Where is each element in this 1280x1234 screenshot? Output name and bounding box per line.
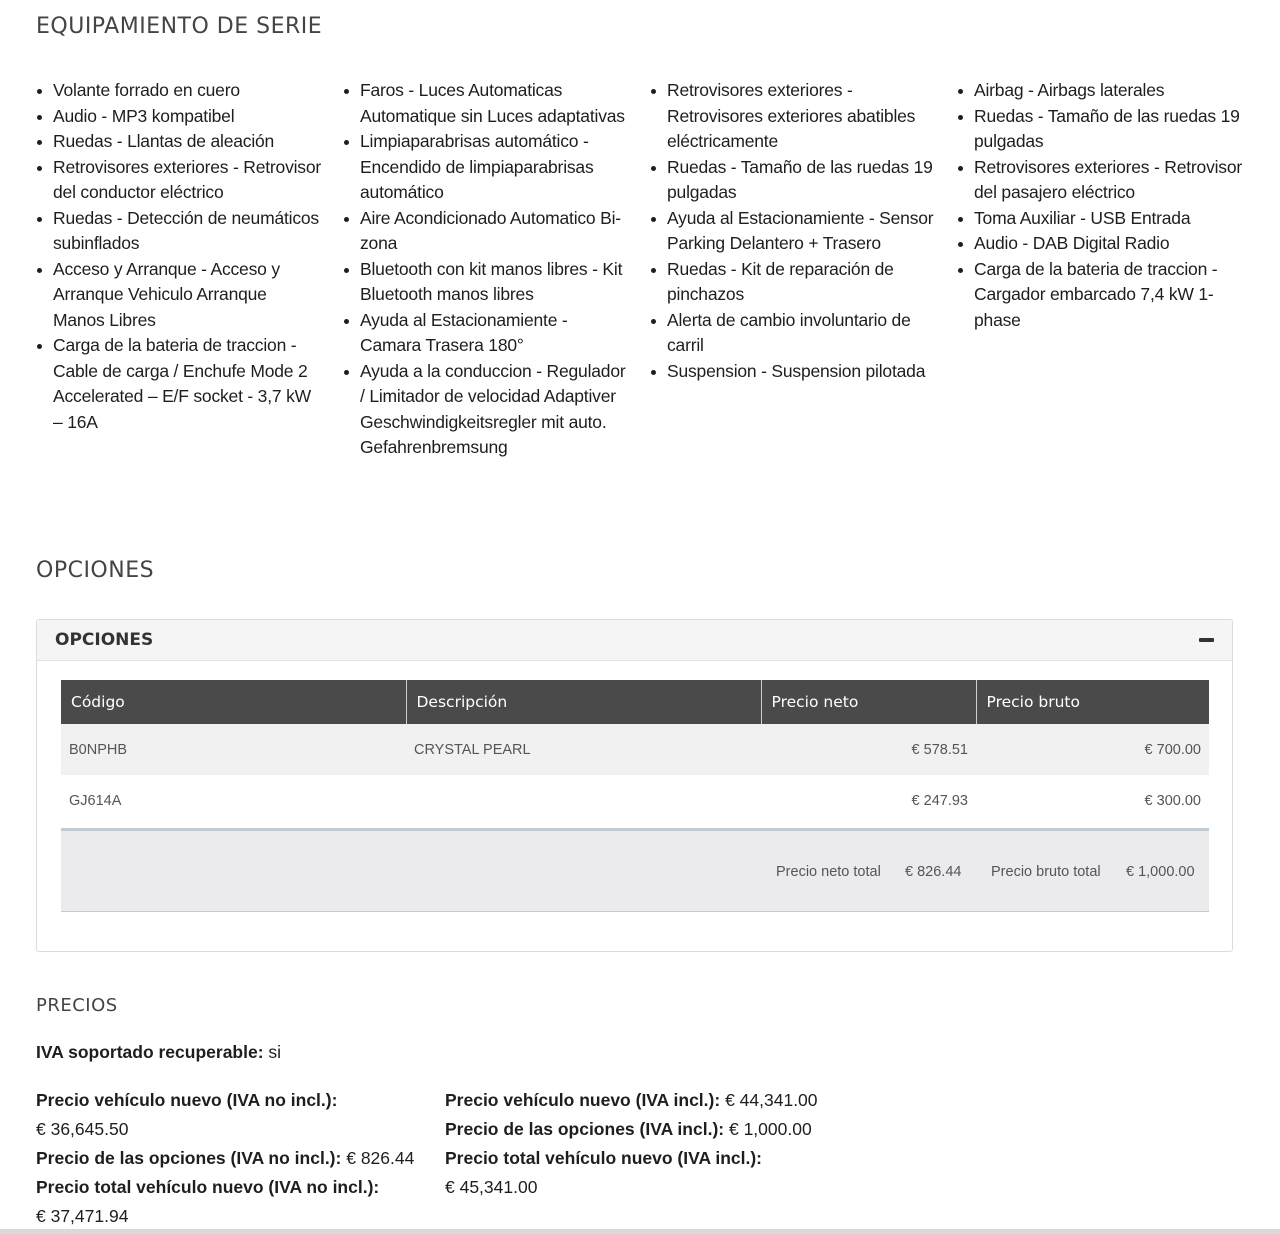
equipment-column-4 xyxy=(957,78,1242,333)
options-table xyxy=(61,680,1209,826)
option-description xyxy=(406,775,761,826)
equipment-item: Ayuda a la conduccion - Regulador / Limitador de velocidad Adaptiver Geschwindigkeitsregler mit auto. Gefahrenbremsung xyxy=(343,359,628,461)
equipment-item: Audio - MP3 kompatibel xyxy=(36,104,321,130)
equipment-item: Ruedas - Tamaño de las ruedas 19 pulgadas xyxy=(957,104,1242,155)
equipment-item: Ruedas - Llantas de aleación xyxy=(36,129,321,155)
equipment-item: Aire Acondicionado Automatico Bi-zona xyxy=(343,206,628,257)
prices-incl-vat xyxy=(445,1086,845,1202)
equipment-item: Volante forrado en cuero xyxy=(36,78,321,104)
option-net-price: € 578.51 xyxy=(761,724,976,775)
equipment-item: Retrovisores exteriores - Retrovisor del pasajero eléctrico xyxy=(957,155,1242,206)
options-incl-label: Precio de las opciones (IVA incl.): xyxy=(445,1119,725,1139)
prices-section-title: PRECIOS xyxy=(36,995,118,1016)
gross-total-value: € 1,000.00 xyxy=(1126,864,1195,880)
options-panel-header[interactable] xyxy=(37,620,1232,661)
total-excl-value: € 37,471.94 xyxy=(36,1206,129,1226)
total-excl-label: Precio total vehículo nuevo (IVA no incl.): xyxy=(36,1177,380,1197)
equipment-item: Ruedas - Detección de neumáticos subinflados xyxy=(36,206,321,257)
equipment-column-2 xyxy=(343,78,628,461)
equipment-item: Ruedas - Kit de reparación de pinchazos xyxy=(650,257,935,308)
bottom-divider xyxy=(0,1229,1280,1234)
equipment-item: Carga de la bateria de traccion - Cable de carga / Enchufe Mode 2 Accelerated – E/F socket - 3,7 kW – 16A xyxy=(36,333,321,435)
options-excl-label: Precio de las opciones (IVA no incl.): xyxy=(36,1148,342,1168)
option-code: B0NPHB xyxy=(61,724,406,775)
net-total-value: € 826.44 xyxy=(905,864,962,880)
net-total-label: Precio neto total xyxy=(776,864,881,880)
equipment-item: Audio - DAB Digital Radio xyxy=(957,231,1242,257)
gross-total-label: Precio bruto total xyxy=(991,864,1101,880)
options-totals-row xyxy=(61,828,1209,912)
vat-recoverable xyxy=(36,1042,281,1063)
column-header-code[interactable]: Código xyxy=(61,680,406,724)
table-row xyxy=(61,724,1209,775)
collapse-minus-icon[interactable] xyxy=(1199,638,1214,642)
equipment-item: Bluetooth con kit manos libres - Kit Bluetooth manos libres xyxy=(343,257,628,308)
new-vehicle-excl-value: € 36,645.50 xyxy=(36,1119,129,1139)
options-incl-value: € 1,000.00 xyxy=(728,1119,812,1139)
equipment-item: Toma Auxiliar - USB Entrada xyxy=(957,206,1242,232)
option-code: GJ614A xyxy=(61,775,406,826)
column-header-gross-price[interactable]: Precio bruto xyxy=(976,680,1209,724)
options-section-title: OPCIONES xyxy=(36,558,155,583)
equipment-item: Limpiaparabrisas automático - Encendido de limpiaparabrisas automático xyxy=(343,129,628,206)
option-description: CRYSTAL PEARL xyxy=(406,724,761,775)
equipment-item: Retrovisores exteriores - Retrovisores exteriores abatibles eléctricamente xyxy=(650,78,935,155)
equipment-item: Carga de la bateria de traccion - Cargador embarcado 7,4 kW 1-phase xyxy=(957,257,1242,334)
option-gross-price: € 300.00 xyxy=(976,775,1209,826)
equipment-item: Ayuda al Estacionamiente - Sensor Parking Delantero + Trasero xyxy=(650,206,935,257)
equipment-item: Faros - Luces Automaticas Automatique sin Luces adaptativas xyxy=(343,78,628,129)
new-vehicle-incl-value: € 44,341.00 xyxy=(725,1090,818,1110)
equipment-item: Suspension - Suspension pilotada xyxy=(650,359,935,385)
equipment-item: Alerta de cambio involuntario de carril xyxy=(650,308,935,359)
column-header-net-price[interactable]: Precio neto xyxy=(761,680,976,724)
option-net-price: € 247.93 xyxy=(761,775,976,826)
new-vehicle-excl-label: Precio vehículo nuevo (IVA no incl.): xyxy=(36,1090,338,1110)
prices-excl-vat xyxy=(36,1086,426,1231)
equipment-column-1 xyxy=(36,78,321,435)
total-incl-value: € 45,341.00 xyxy=(445,1177,538,1197)
new-vehicle-incl-label: Precio vehículo nuevo (IVA incl.): xyxy=(445,1090,721,1110)
options-panel-title: OPCIONES xyxy=(55,630,154,650)
equipment-column-3 xyxy=(650,78,935,384)
option-gross-price: € 700.00 xyxy=(976,724,1209,775)
vat-label: IVA soportado recuperable: xyxy=(36,1042,264,1062)
options-panel xyxy=(36,619,1233,952)
equipment-item: Ruedas - Tamaño de las ruedas 19 pulgadas xyxy=(650,155,935,206)
options-table-header-row xyxy=(61,680,1209,724)
equipment-section-title: EQUIPAMIENTO DE SERIE xyxy=(36,14,323,39)
vat-value: si xyxy=(268,1042,282,1062)
equipment-item: Acceso y Arranque - Acceso y Arranque Vehiculo Arranque Manos Libres xyxy=(36,257,321,334)
table-row xyxy=(61,775,1209,826)
equipment-item: Airbag - Airbags laterales xyxy=(957,78,1242,104)
column-header-description[interactable]: Descripción xyxy=(406,680,761,724)
options-excl-value: € 826.44 xyxy=(346,1148,415,1168)
equipment-item: Ayuda al Estacionamiente - Camara Trasera 180° xyxy=(343,308,628,359)
total-incl-label: Precio total vehículo nuevo (IVA incl.): xyxy=(445,1148,762,1168)
equipment-item: Retrovisores exteriores - Retrovisor del conductor eléctrico xyxy=(36,155,321,206)
